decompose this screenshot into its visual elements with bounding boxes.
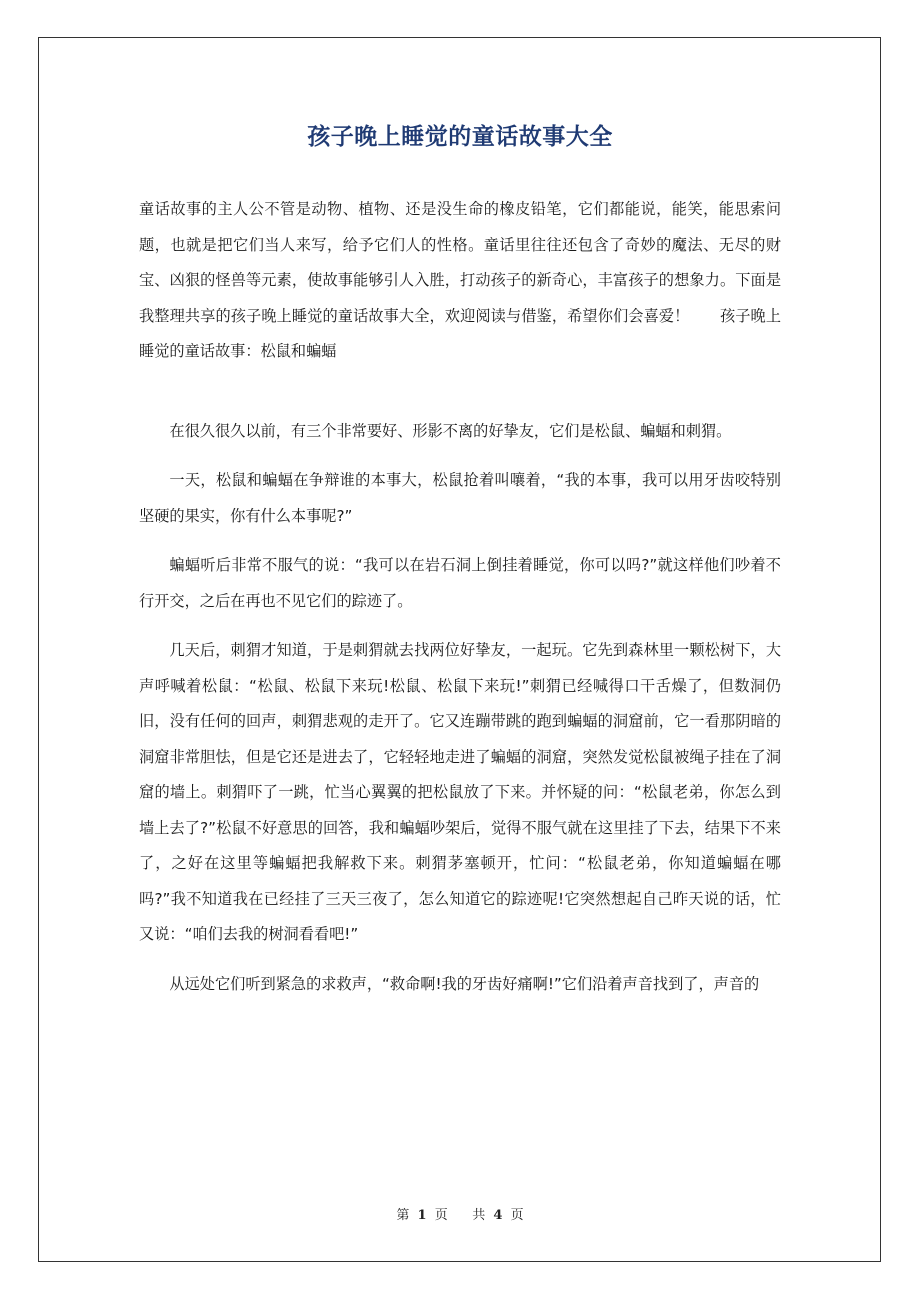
story-subtitle: 孩子晚上睡觉的童话故事：松鼠和蝙蝠: [139, 306, 782, 360]
intro-paragraph: [139, 192, 781, 370]
page-unit: 页: [434, 1208, 448, 1223]
story-paragraph: 在很久很久以前，有三个非常要好、形影不离的好挚友，它们是松鼠、蝙蝠和刺猬。: [169, 421, 732, 440]
total-prefix: 共: [472, 1208, 486, 1223]
page-footer: [0, 1204, 920, 1223]
document-title: 孩子晚上睡觉的童话故事大全: [307, 124, 613, 150]
story-paragraph: 蝙蝠听后非常不服气的说：“我可以在岩石洞上倒挂着睡觉，你可以吗?”就这样他们吵着不行开交，之后在再也不见它们的踪迹了。: [139, 556, 781, 610]
page-number: [394, 1208, 449, 1223]
page-prefix: 第: [396, 1208, 410, 1223]
total-pages: 4: [493, 1208, 503, 1223]
story-section: [139, 414, 781, 1003]
story-paragraph: 一天，松鼠和蝙蝠在争辩谁的本事大，松鼠抢着叫嚷着，“我的本事，我可以用牙齿咬特别坚硬的果实，你有什么本事呢?”: [139, 471, 781, 525]
intro-text: 童话故事的主人公不管是动物、植物、还是没生命的橡皮铅笔，它们都能说，能笑，能思索问题，也就是把它们当人来写，给予它们人的性格。童话里往往还包含了奇妙的魔法、无尽的财宝、凶狠的怪兽等元素，使故事能够引人入胜，打动孩子的新奇心，丰富孩子的想象力。下面是我整理共享的孩子晚上睡觉的童话故事大全，欢迎阅读与借鉴，希望你们会喜爱！: [139, 200, 781, 325]
total-unit: 页: [510, 1208, 524, 1223]
story-paragraph: 从远处它们听到紧急的求救声，“救命啊!我的牙齿好痛啊!”它们沿着声音找到了，声音的: [169, 974, 760, 993]
current-page: 1: [417, 1208, 427, 1223]
page-total: [470, 1208, 525, 1223]
story-paragraph: 几天后，刺猬才知道，于是刺猬就去找两位好挚友，一起玩。它先到森林里一颗松树下，大声呼喊着松鼠：“松鼠、松鼠下来玩!松鼠、松鼠下来玩!”刺猬已经喊得口干舌燥了，但数洞仍旧，没有任何的回声，刺猬悲观的走开了。它又连蹦带跳的跑到蝙蝠的洞窟前，它一看那阴暗的洞窟非常胆怯，但是它还是进去了，它轻轻地走进了蝙蝠的洞窟，突然发觉松鼠被绳子挂在了洞窟的墙上。刺猬吓了一跳，忙当心翼翼的把松鼠放了下来。并怀疑的问：“松鼠老弟，你怎么到墙上去了?”松鼠不好意思的回答，我和蝙蝠吵架后，觉得不服气就在这里挂了下去，结果下不来了，之好在这里等蝙蝠把我解救下来。刺猬茅塞顿开，忙问：“松鼠老弟，你知道蝙蝠在哪吗?”我不知道我在已经挂了三天三夜了，怎么知道它的踪迹呢!它突然想起自己昨天说的话，忙又说：“咱们去我的树洞看看吧!”: [139, 641, 781, 943]
document-body: [139, 192, 781, 1016]
